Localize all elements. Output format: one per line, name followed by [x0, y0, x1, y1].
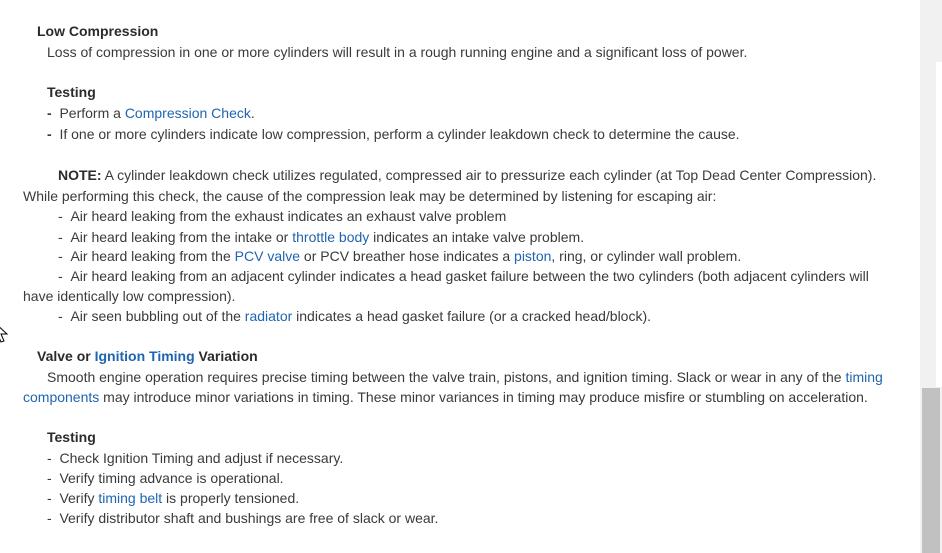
text: Air heard leaking from an adjacent cylinder indicates a head gasket failure between the two cylinders (both adjacent cylinders will [70, 268, 869, 284]
note-line: While performing this check, the cause of the compression leak may be determined by listening for escaping air: [23, 188, 717, 204]
dash: - [47, 490, 52, 506]
text: Air seen bubbling out of the [70, 308, 245, 324]
note-bullet [58, 266, 869, 286]
dash: - [47, 126, 52, 142]
text: . [250, 105, 255, 121]
section-intro: Loss of compression in one or more cylinders will result in a rough running engine and a significant loss of power. [47, 44, 748, 60]
note-bullet [58, 206, 506, 226]
note-line [58, 165, 876, 185]
pcv-valve-link[interactable]: PCV valve [234, 248, 301, 264]
text: Check Ignition Timing and adjust if necessary. [59, 450, 344, 466]
scrollbar-thumb[interactable] [922, 388, 940, 553]
text: Perform a [59, 105, 125, 121]
list-item [47, 508, 438, 528]
list-item [47, 124, 740, 144]
text: indicates an intake valve problem. [369, 229, 585, 245]
note-label: NOTE: [58, 167, 102, 183]
text: Smooth engine operation requires precise timing between the valve train, pistons, and ignition timing. Slack or wear in any of the [47, 369, 846, 385]
throttle-body-link[interactable]: throttle body [292, 229, 370, 245]
text: may introduce minor variations in timing. These minor variances in timing may produce misfire or stumbling on acceleration. [99, 389, 868, 405]
testing-heading: Testing [47, 84, 96, 100]
testing-heading: Testing [47, 429, 96, 445]
text: Verify [59, 490, 99, 506]
text: A cylinder leakdown check utilizes regulated, compressed air to pressurize each cylinder (at Top Dead Center Compression). [101, 167, 877, 183]
mouse-cursor-icon [0, 322, 12, 344]
dash: - [47, 105, 52, 121]
section-paragraph [47, 367, 883, 387]
text: Air heard leaking from the exhaust indicates an exhaust valve problem [70, 208, 507, 224]
text: Valve or [37, 348, 95, 364]
section-heading-timing-variation [37, 346, 258, 366]
text: Air heard leaking from the intake or [70, 229, 293, 245]
vertical-scrollbar[interactable] [920, 0, 942, 553]
timing-belt-link[interactable]: timing belt [98, 490, 163, 506]
dash: - [47, 450, 52, 466]
dash: - [58, 268, 63, 284]
text: Variation [194, 348, 258, 364]
scrollbar-track-highlight [936, 62, 942, 387]
radiator-link[interactable]: radiator [244, 308, 293, 324]
note-bullet [58, 306, 651, 326]
dash: - [58, 308, 63, 324]
note-bullet-continuation: have identically low compression). [23, 288, 236, 304]
section-heading-low-compression: Low Compression [37, 23, 159, 39]
text: , ring, or cylinder wall problem. [551, 248, 742, 264]
compression-check-link[interactable]: Compression Check [124, 105, 251, 121]
text: Verify distributor shaft and bushings are free of slack or wear. [59, 510, 439, 526]
list-item [47, 488, 299, 508]
list-item [47, 103, 255, 123]
dash: - [47, 470, 52, 486]
text: is properly tensioned. [162, 490, 300, 506]
piston-link[interactable]: piston [514, 248, 552, 264]
text: If one or more cylinders indicate low compression, perform a cylinder leakdown check to determine the cause. [59, 126, 740, 142]
dash: - [58, 248, 63, 264]
section-paragraph [23, 387, 868, 407]
ignition-timing-link[interactable]: Ignition Timing [94, 348, 195, 364]
list-item [47, 468, 284, 488]
list-item [47, 448, 343, 468]
text: indicates a head gasket failure (or a cracked head/block). [292, 308, 652, 324]
timing-components-link[interactable]: timing [845, 369, 883, 385]
timing-components-link[interactable]: components [23, 389, 100, 405]
note-bullet [58, 227, 584, 247]
note-bullet [58, 246, 741, 266]
text: Air heard leaking from the [70, 248, 235, 264]
text: or PCV breather hose indicates a [300, 248, 515, 264]
dash: - [58, 229, 63, 245]
text: Verify timing advance is operational. [59, 470, 284, 486]
dash: - [47, 510, 52, 526]
dash: - [58, 208, 63, 224]
